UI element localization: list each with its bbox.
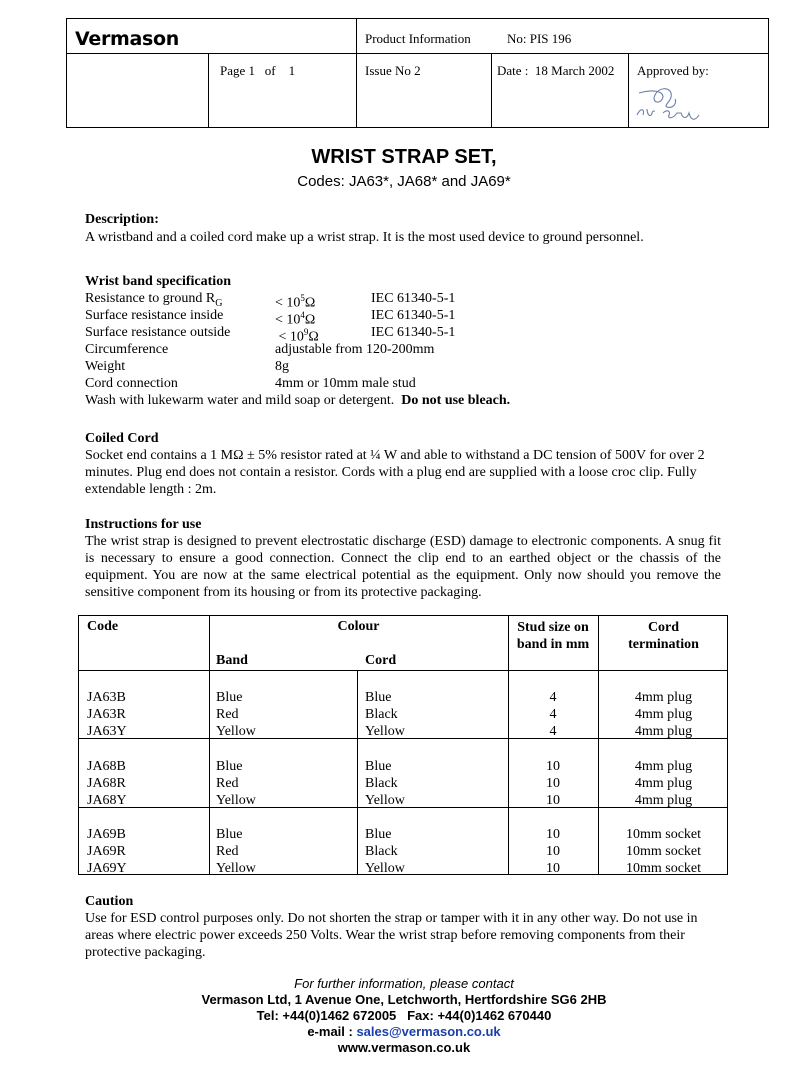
cell-band: Yellow — [216, 724, 256, 739]
spec-label: Circumference — [85, 342, 169, 357]
product-codes: Codes: JA63*, JA68* and JA69* — [297, 173, 511, 190]
spec-standard: IEC 61340-5-1 — [371, 325, 456, 340]
caution-heading: Caution — [85, 894, 134, 909]
spec-standard: IEC 61340-5-1 — [371, 308, 456, 323]
website-link[interactable]: www.vermason.co.uk — [337, 1040, 471, 1055]
cell-stud-size: 4 — [549, 724, 557, 739]
wrist-band-heading: Wrist band specification — [85, 274, 231, 289]
cell-band: Blue — [216, 827, 243, 842]
spec-value: 4mm or 10mm male stud — [275, 376, 416, 391]
cell-code: JA63Y — [87, 724, 127, 739]
cell-termination: 4mm plug — [634, 724, 693, 739]
spec-value: < 10 — [275, 329, 304, 345]
cell-code: JA68B — [87, 759, 126, 774]
cell-code: JA69R — [87, 844, 126, 859]
cell-termination: 4mm plug — [634, 776, 693, 791]
table-row — [79, 792, 727, 809]
coiled-cord-text: Socket end contains a 1 MΩ ± 5% resistor rated at ¼ W and able to withstand a DC tension of 500V for over 2 minutes. Plug end does not contain a resistor. Cords with a plug end are supplied with a loose croc clip. Fully extendable length : 2m. — [85, 448, 705, 497]
spec-value: adjustable from 120-200mm — [275, 342, 435, 357]
cell-band: Yellow — [216, 793, 256, 808]
cell-band: Yellow — [216, 861, 256, 876]
cell-code: JA69Y — [87, 861, 127, 876]
document-number: No: PIS 196 — [507, 31, 572, 46]
table-row — [79, 860, 727, 877]
spec-label: Cord connection — [85, 376, 178, 391]
column-header-cord: Cord — [365, 653, 397, 668]
spec-value: < 10 — [275, 312, 301, 328]
document-header — [66, 18, 769, 128]
cell-code: JA68Y — [87, 793, 127, 808]
product-code-table — [78, 615, 728, 875]
table-row — [79, 775, 727, 792]
cell-stud-size: 10 — [546, 776, 560, 791]
spec-label: Weight — [85, 359, 126, 374]
table-row — [79, 826, 727, 843]
cell-band: Red — [216, 707, 239, 722]
cell-stud-size: 10 — [546, 827, 560, 842]
cell-cord: Yellow — [365, 793, 405, 808]
issue-number: Issue No 2 — [365, 63, 421, 78]
cell-termination: 10mm socket — [625, 861, 702, 876]
cell-termination: 10mm socket — [625, 844, 702, 859]
cell-cord: Yellow — [365, 724, 405, 739]
cell-termination: 10mm socket — [625, 827, 702, 842]
footer-address: Vermason Ltd, 1 Avenue One, Letchworth, Hertfordshire SG6 2HB — [201, 992, 607, 1007]
cell-termination: 4mm plug — [634, 793, 693, 808]
bleach-warning: Do not use bleach. — [401, 393, 511, 408]
footer-contact-intro: For further information, please contact — [294, 976, 514, 991]
spec-standard: IEC 61340-5-1 — [371, 291, 456, 306]
cell-band: Red — [216, 776, 239, 791]
spec-value: < 10 — [275, 295, 301, 311]
cell-cord: Blue — [365, 690, 392, 705]
cell-stud-size: 10 — [546, 759, 560, 774]
email-link[interactable]: sales@vermason.co.uk — [356, 1024, 501, 1039]
cell-code: JA63B — [87, 690, 126, 705]
spec-value: 8g — [275, 359, 289, 374]
cell-stud-size: 4 — [549, 707, 557, 722]
coiled-cord-heading: Coiled Cord — [85, 431, 159, 446]
approved-by-label: Approved by: — [637, 63, 709, 78]
spec-label: Resistance to ground R — [85, 291, 216, 306]
cell-cord: Black — [365, 844, 398, 859]
footer-email-line: e-mail : sales@vermason.co.uk — [307, 1024, 501, 1039]
caution-text: Use for ESD control purposes only. Do not shorten the strap or tamper with it in any other way. Do not use in areas where electric power exceeds 250 Volts. Wear the wrist strap before removing components from their protective packaging. — [85, 911, 698, 960]
cell-termination: 4mm plug — [634, 707, 693, 722]
cell-cord: Black — [365, 776, 398, 791]
product-information-label: Product Information — [365, 31, 471, 46]
table-row — [79, 723, 727, 740]
table-row — [79, 843, 727, 860]
table-row — [79, 689, 727, 706]
cell-band: Blue — [216, 759, 243, 774]
column-header-code: Code — [87, 619, 119, 634]
cell-band: Blue — [216, 690, 243, 705]
issue-date: Date : 18 March 2002 — [497, 63, 615, 78]
spec-label: Surface resistance outside — [85, 325, 231, 340]
column-header-cord-termination: Cord termination — [628, 620, 699, 652]
cell-cord: Yellow — [365, 861, 405, 876]
description-heading: Description: — [85, 212, 159, 227]
cell-cord: Black — [365, 707, 398, 722]
column-header-colour: Colour — [337, 619, 380, 634]
document-title: WRIST STRAP SET, — [311, 146, 497, 168]
cell-code: JA63R — [87, 707, 126, 722]
approval-signature — [633, 79, 703, 127]
cell-code: JA69B — [87, 827, 126, 842]
cell-cord: Blue — [365, 759, 392, 774]
column-header-stud-size: Stud size on band in mm — [516, 620, 590, 652]
cell-stud-size: 10 — [546, 793, 560, 808]
instructions-heading: Instructions for use — [85, 517, 202, 532]
column-header-band: Band — [216, 653, 248, 668]
cell-cord: Blue — [365, 827, 392, 842]
cell-stud-size: 10 — [546, 844, 560, 859]
instructions-text: The wrist strap is designed to prevent electrostatic discharge (ESD) damage to electronic components. A snug fit is necessary to ensure a good connection. Connect the clip end to an earthed object or the chassis of the equipment. You are now at the same electrical potential as the equipment. Only now should you remove the sensitive component from its housing or from its protective packaging. — [85, 534, 721, 600]
company-logo: Vermason — [75, 28, 180, 50]
cell-stud-size: 4 — [549, 690, 557, 705]
page-number: Page 1 of 1 — [220, 63, 296, 78]
cell-termination: 4mm plug — [634, 759, 693, 774]
footer-phone-fax: Tel: +44(0)1462 672005 Fax: +44(0)1462 670440 — [256, 1008, 552, 1023]
cell-stud-size: 10 — [546, 861, 560, 876]
cell-code: JA68R — [87, 776, 126, 791]
table-row — [79, 758, 727, 775]
description-text: A wristband and a coiled cord make up a wrist strap. It is the most used device to ground personnel. — [85, 230, 644, 245]
spec-label: Surface resistance inside — [85, 308, 224, 323]
cell-termination: 4mm plug — [634, 690, 693, 705]
table-row — [79, 706, 727, 723]
cell-band: Red — [216, 844, 239, 859]
